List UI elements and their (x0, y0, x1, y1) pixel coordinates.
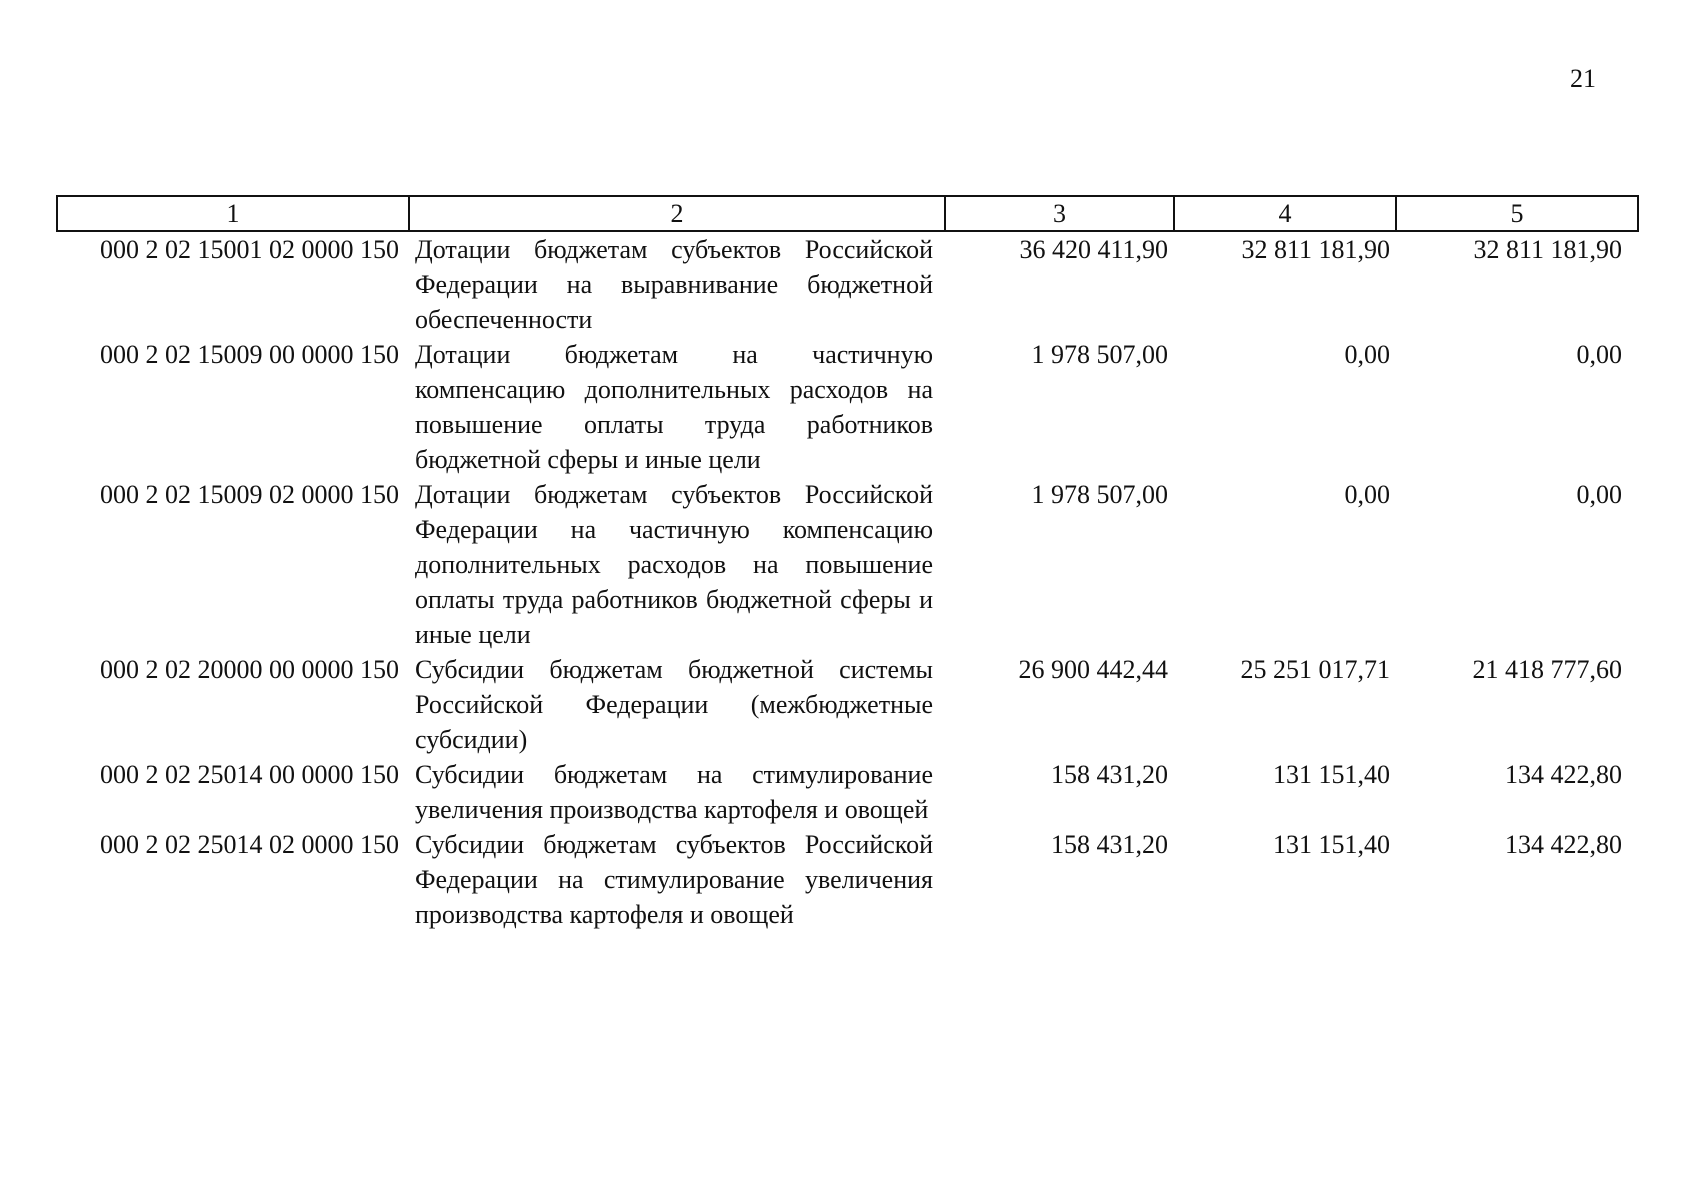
table-row (57, 337, 1638, 477)
amount-col-3: 36 420 411,90 (1019, 235, 1168, 264)
amount-col-3: 158 431,20 (1051, 830, 1168, 859)
page-number: 21 (1570, 64, 1596, 93)
amount-col-4: 0,00 (1344, 340, 1390, 369)
table-row (57, 231, 1638, 337)
amount-col-5: 0,00 (1576, 480, 1622, 509)
amount-col-3: 1 978 507,00 (1031, 340, 1168, 369)
item-name: Субсидии бюджетам субъектов Российской Федерации на стимулирование увеличения производства картофеля и овощей (415, 830, 933, 929)
amount-col-5: 134 422,80 (1505, 760, 1622, 789)
amount-col-4: 131 151,40 (1273, 830, 1390, 859)
budget-code: 000 2 02 15009 02 0000 150 (100, 480, 399, 509)
item-name: Дотации бюджетам субъектов Российской Федерации на частичную компенсацию дополнительных расходов на повышение оплаты труда работников бюджетной сферы и иные цели (415, 480, 933, 649)
table-header (57, 196, 1638, 231)
amount-col-3: 158 431,20 (1051, 760, 1168, 789)
table-row (57, 827, 1638, 932)
amount-col-5: 21 418 777,60 (1472, 655, 1622, 684)
amount-col-3: 26 900 442,44 (1018, 655, 1168, 684)
table-row (57, 652, 1638, 757)
amount-col-4: 0,00 (1344, 480, 1390, 509)
column-header-3: 3 (945, 196, 1174, 231)
amount-col-5: 32 811 181,90 (1473, 235, 1622, 264)
column-header-1: 1 (57, 196, 409, 231)
budget-table (56, 195, 1639, 932)
item-name: Субсидии бюджетам на стимулирование увеличения производства картофеля и овощей (415, 760, 933, 824)
header-row (57, 196, 1638, 231)
amount-col-5: 134 422,80 (1505, 830, 1622, 859)
amount-col-5: 0,00 (1576, 340, 1622, 369)
item-name: Дотации бюджетам на частичную компенсацию дополнительных расходов на повышение оплаты труда работников бюджетной сферы и иные цели (415, 340, 933, 474)
item-name: Дотации бюджетам субъектов Российской Федерации на выравнивание бюджетной обеспеченности (415, 235, 933, 334)
budget-code: 000 2 02 15001 02 0000 150 (100, 235, 399, 264)
column-header-5: 5 (1396, 196, 1638, 231)
column-header-2: 2 (409, 196, 945, 231)
item-name: Субсидии бюджетам бюджетной системы Российской Федерации (межбюджетные субсидии) (415, 655, 933, 754)
budget-code: 000 2 02 25014 02 0000 150 (100, 830, 399, 859)
budget-code: 000 2 02 20000 00 0000 150 (100, 655, 399, 684)
amount-col-3: 1 978 507,00 (1031, 480, 1168, 509)
table-row (57, 757, 1638, 827)
amount-col-4: 131 151,40 (1273, 760, 1390, 789)
budget-code: 000 2 02 25014 00 0000 150 (100, 760, 399, 789)
column-header-4: 4 (1174, 196, 1396, 231)
table-body (57, 231, 1638, 932)
table-row (57, 477, 1638, 652)
budget-code: 000 2 02 15009 00 0000 150 (100, 340, 399, 369)
amount-col-4: 32 811 181,90 (1241, 235, 1390, 264)
amount-col-4: 25 251 017,71 (1240, 655, 1390, 684)
